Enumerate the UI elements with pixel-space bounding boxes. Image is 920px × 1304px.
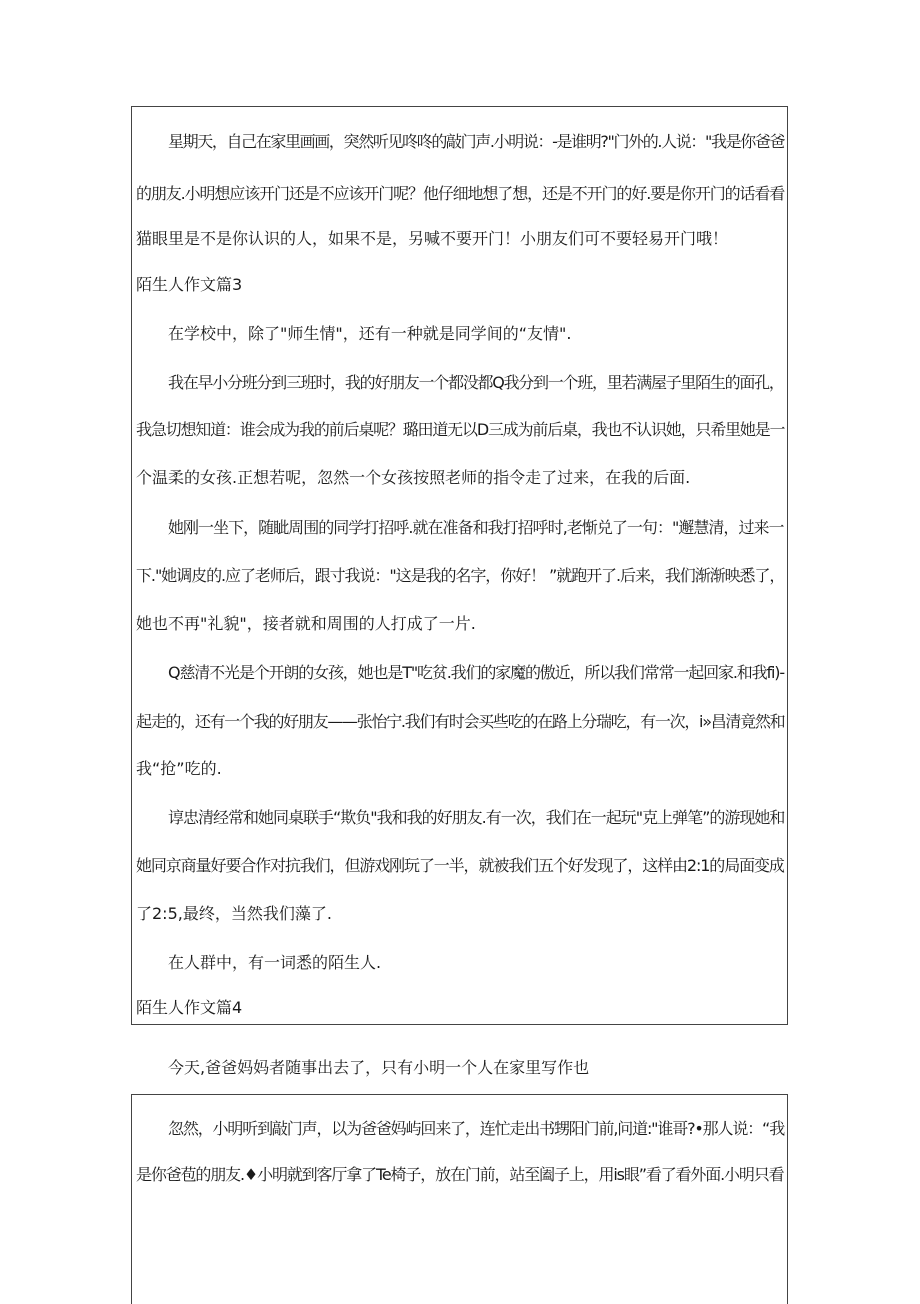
paragraph-line: 我急切想知道：谁会成为我的前后桌呢？璐田道无以D三成为前后桌，我也不认识她，只希里她是一 (136, 420, 785, 439)
paragraph-line: 谆忠清经常和她同桌联手“欺负"我和我的好朋友.有一次，我们在一起玩"克上弹笔”的游现她和 (168, 808, 785, 827)
paragraph-line: 在人群中，有一词悉的陌生人. (168, 953, 382, 972)
paragraph-line: 她刚一坐下，随眦周围的同学打招呼.就在准备和我打招呼时,老惭兑了一句："邂慧清，过来一 (168, 518, 784, 537)
paragraph-line: 她也不再"礼貌"，接者就和周围的人打成了一片. (136, 614, 476, 633)
paragraph-line: 今天,爸爸妈妈者随事出去了，只有小明一个人在家里写作也 (168, 1058, 590, 1077)
paragraph-line: 忽然，小明听到敲门声，以为爸爸妈屿回来了，连忙走出书甥阳门前,问道:"谁哥?•那人说：“我 (168, 1119, 785, 1138)
section-heading: 陌生人作文篇3 (136, 275, 243, 294)
paragraph-line: 她同京商量好要合作对抗我们，但游戏刚玩了一半，就被我们五个好发现了，这样由2:1的局面变成 (136, 856, 784, 875)
paragraph-line: 星期天，自己在家里画画，突然听见咚咚的敲门声.小明说：-是谁明?"门外的.人说："我是你爸爸 (168, 132, 785, 151)
paragraph-line: 的朋友.小明想应该开门还是不应该开门呢？他仔细地想了想，还是不开门的好.要是你开门的话看看 (136, 184, 785, 203)
paragraph-line: 我“抢”吃的. (136, 759, 222, 778)
paragraph-line: 个温柔的女孩.正想若呢，忽然一个女孩按照老师的指令走了过来，在我的后面. (136, 468, 691, 487)
paragraph-line: 在学校中，除了"师生情"，还有一种就是同学间的“友情". (168, 324, 572, 343)
paragraph-line: 我在早小分班分到三班时，我的好朋友一个都没都Q我分到一个班，里若满屋子里陌生的面孔， (168, 373, 784, 392)
section-heading: 陌生人作文篇4 (136, 998, 243, 1017)
paragraph-line: 下."她调皮的.应了老师后，跟寸我说："这是我的名字，你好！ ”就跑开了.后来，我们渐渐映悉了， (136, 566, 785, 585)
paragraph-line: 了2:5,最终，当然我们藻了. (136, 904, 332, 923)
paragraph-line: 猫眼里是不是你认识的人，如果不是，另喊不要开门！小朋友们可不要轻易开门哦！ (136, 229, 729, 248)
paragraph-line: 是你爸苞的朋友.♦小明就到客厅拿了Te椅子，放在门前，站至阖子上，用is眼”看了看外面.小明只看 (136, 1165, 784, 1184)
paragraph-line: Q慈清不光是个开朗的女孩，她也是T"吃贫.我们的家魔的傲近，所以我们常常一起回家.和我fi)- (168, 663, 784, 682)
paragraph-line: 起走的，还有一个我的好朋友——张怡宁.我们有时会买些吃的在路上分瑞吃，有一次，i»昌清竟然和 (136, 712, 785, 731)
